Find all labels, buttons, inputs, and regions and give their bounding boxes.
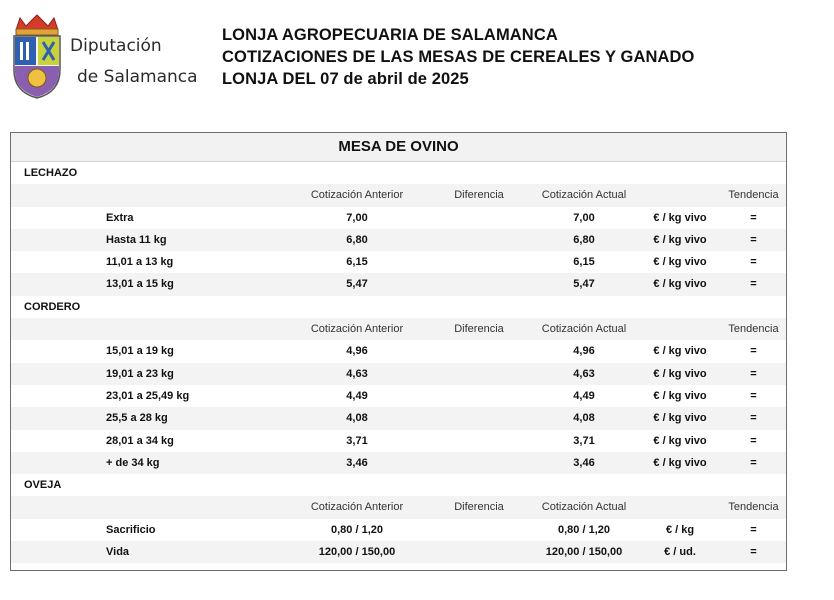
row-label: + de 34 kg [106,456,160,469]
header-diff: Diferencia [454,501,504,514]
section-label: LECHAZO [24,167,78,179]
row-label: 11,01 a 13 kg [106,256,174,269]
logo-line-1: Diputación [70,36,162,56]
table-row [11,541,786,563]
trend: = [750,456,757,469]
coat-of-arms-icon [10,12,64,100]
header-diff: Diferencia [454,189,504,202]
header-trend: Tendencia [728,323,779,336]
row-label: 23,01 a 25,49 kg [106,389,190,402]
prev-price: 5,47 [346,278,368,291]
header-diff: Diferencia [454,323,504,336]
trend: = [750,546,757,559]
header-title-2: COTIZACIONES DE LAS MESAS DE CEREALES Y GANADO [222,48,695,66]
current-price: 3,46 [573,456,595,469]
header-prev: Cotización Anterior [310,323,404,336]
prev-price: 4,96 [346,345,368,358]
column-header-row [11,496,786,518]
row-label: Extra [106,211,134,224]
current-price: 4,63 [573,367,595,380]
current-price: 120,00 / 150,00 [545,546,623,559]
header-curr: Cotización Actual [541,189,627,202]
table-row [11,407,786,429]
prev-price: 3,71 [346,434,368,447]
unit: € / kg vivo [653,367,707,380]
row-label: 28,01 a 34 kg [106,434,174,447]
trend: = [750,434,757,447]
row-label: 13,01 a 15 kg [106,278,174,291]
section-cordero [11,296,786,318]
current-price: 4,49 [573,389,595,402]
trend: = [750,233,757,246]
table-row [11,340,786,362]
section-lechazo [11,162,786,184]
prev-price: 3,46 [346,456,368,469]
table-body [11,162,786,563]
header-trend: Tendencia [728,189,779,202]
column-header-row [11,184,786,206]
trend: = [750,412,757,425]
prev-price: 4,49 [346,389,368,402]
table-row [11,363,786,385]
current-price: 7,00 [573,211,595,224]
row-label: Hasta 11 kg [106,233,167,246]
column-header-row [11,318,786,340]
prev-price: 6,80 [346,233,368,246]
unit: € / kg vivo [653,233,707,246]
trend: = [750,345,757,358]
table-row [11,273,786,295]
prev-price: 4,08 [346,412,368,425]
unit: € / kg vivo [653,412,707,425]
trend: = [750,389,757,402]
unit: € / kg vivo [653,434,707,447]
current-price: 3,71 [573,434,595,447]
diputacion-logo [10,12,200,100]
unit: € / kg vivo [653,256,707,269]
unit: € / ud. [664,546,696,559]
trend: = [750,367,757,380]
section-label: CORDERO [24,300,81,313]
trend: = [750,523,757,536]
header-prev: Cotización Anterior [310,501,404,514]
header-title-1: LONJA AGROPECUARIA DE SALAMANCA [222,26,558,44]
trend: = [750,256,757,269]
unit: € / kg [665,523,695,536]
section-label: OVEJA [24,479,62,492]
unit: € / kg vivo [653,456,707,469]
header-title-3: LONJA DEL 07 de abril de 2025 [222,70,469,88]
table-row [11,229,786,251]
current-price: 4,08 [573,412,595,425]
current-price: 6,15 [573,256,595,269]
unit: € / kg vivo [653,345,707,358]
table-title: MESA DE OVINO [11,133,786,162]
table-row [11,430,786,452]
header-curr: Cotización Actual [541,323,627,336]
trend: = [750,278,757,291]
table-row [11,385,786,407]
unit: € / kg vivo [653,278,707,291]
current-price: 4,96 [573,345,595,358]
table-row [11,251,786,273]
current-price: 5,47 [573,278,595,291]
prev-price: 7,00 [346,211,368,224]
trend: = [750,211,757,224]
row-label: 19,01 a 23 kg [106,367,174,380]
unit: € / kg vivo [653,389,707,402]
row-label: 25,5 a 28 kg [106,412,168,425]
table-row [11,452,786,474]
price-table [10,132,787,571]
section-oveja [11,474,786,496]
row-label: 15,01 a 19 kg [106,345,174,358]
current-price: 6,80 [573,233,595,246]
row-label: Sacrificio [106,523,156,536]
prev-price: 6,15 [346,256,368,269]
logo-line-2: de Salamanca [77,67,198,87]
prev-price: 4,63 [346,367,368,380]
document-header [222,24,694,90]
prev-price: 0,80 / 1,20 [331,523,383,536]
current-price: 0,80 / 1,20 [558,523,610,536]
table-row [11,207,786,229]
row-label: Vida [106,546,130,559]
header-curr: Cotización Actual [541,501,627,514]
header-trend: Tendencia [728,501,779,514]
unit: € / kg vivo [653,211,707,224]
header-prev: Cotización Anterior [310,189,404,202]
table-row [11,519,786,541]
prev-price: 120,00 / 150,00 [318,546,396,559]
